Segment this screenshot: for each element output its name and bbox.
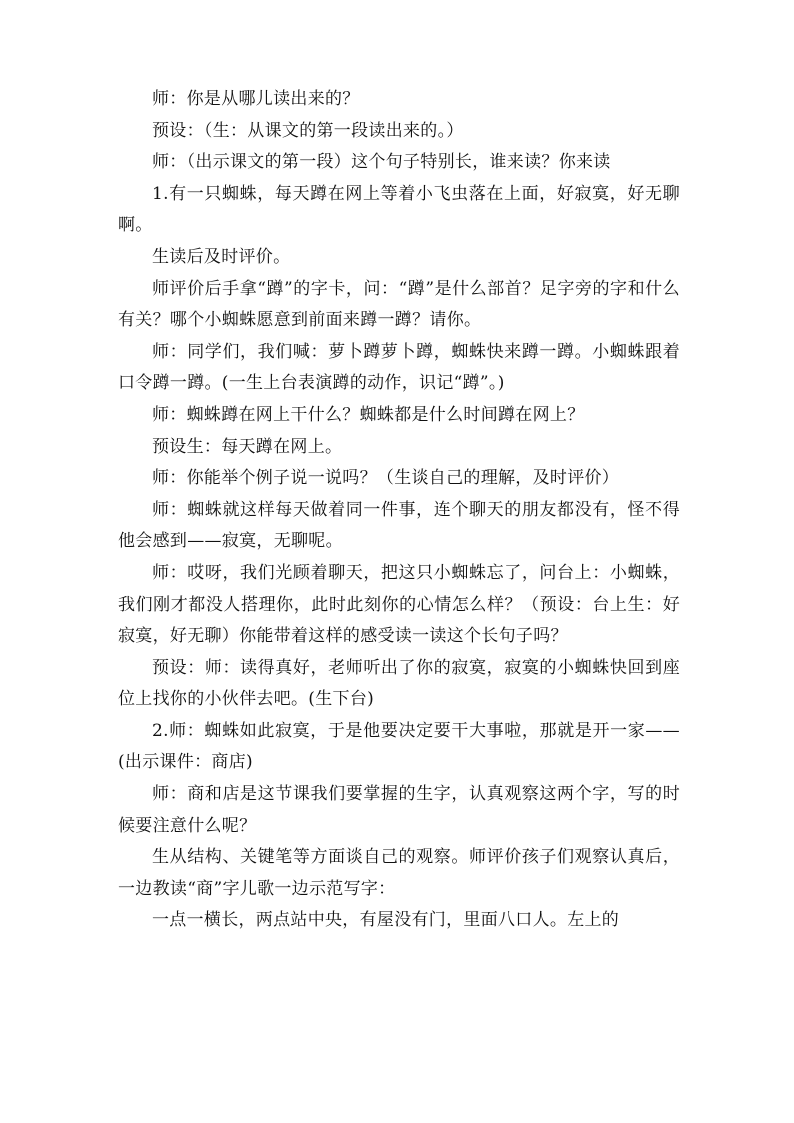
paragraph-7: 师：同学们，我们喊：萝卜蹲萝卜蹲，蜘蛛快来蹲一蹲。小蜘蛛跟着口令蹲一蹲。(一生上台表演蹲的动作，识记“蹲”。) [118,341,680,394]
paragraph-13: 预设：师：读得真好，老师听出了你的寂寞，寂寞的小蜘蛛快回到座位上找你的小伙伴去吧。(生下台) [118,657,680,710]
paragraph-15: 师：商和店是这节课我们要掌握的生字，认真观察这两个字，写的时候要注意什么呢？ [118,784,680,836]
paragraph-11: 师：蜘蛛就这样每天做着同一件事，连个聊天的朋友都没有，怪不得他会感到——寂寞，无聊呢。 [118,499,680,552]
paragraph-8: 师：蜘蛛蹲在网上干什么？蜘蛛都是什么时间蹲在网上？ [152,404,585,425]
paragraph-10: 师：你能举个例子说一说吗？（生谈自己的理解，及时评价） [152,468,620,489]
paragraph-4: 1.有一只蜘蛛，每天蹲在网上等着小飞虫落在上面，好寂寞，好无聊啊。 [118,183,680,236]
paragraph-6: 师评价后手拿“蹲”的字卡，问：“蹲”是什么部首？足字旁的字和什么有关？哪个小蜘蛛愿意到前面来蹲一蹲？请你。 [118,278,680,331]
paragraph-5: 生读后及时评价。 [152,246,291,267]
paragraph-9: 预设生：每天蹲在网上。 [152,436,343,457]
paragraph-16: 生从结构、关键笔等方面谈自己的观察。师评价孩子们观察认真后，一边教读“商”字儿歌一边示范写字： [118,847,680,899]
paragraph-2: 预设：（生：从课文的第一段读出来的。） [152,120,464,141]
paragraph-1: 师：你是从哪儿读出来的？ [152,89,360,109]
paragraph-3: 师：（出示课文的第一段）这个句子特别长，谁来读？你来读 [152,152,611,173]
paragraph-17: 一点一横长，两点站中央，有屋没有门，里面八口人。左上的 [152,910,620,931]
paragraph-14: 2.师：蜘蛛如此寂寞，于是他要决定要干大事啦，那就是开一家——(出示课件：商店) [118,720,680,773]
paragraph-12: 师：哎呀，我们光顾着聊天，把这只小蜘蛛忘了，问台上：小蜘蛛，我们刚才都没人搭理你，此时此刻你的心情怎么样？（预设：台上生：好寂寞，好无聊）你能带着这样的感受读一读这个长句子吗？ [118,562,680,647]
lesson-plan-text [118,84,680,937]
